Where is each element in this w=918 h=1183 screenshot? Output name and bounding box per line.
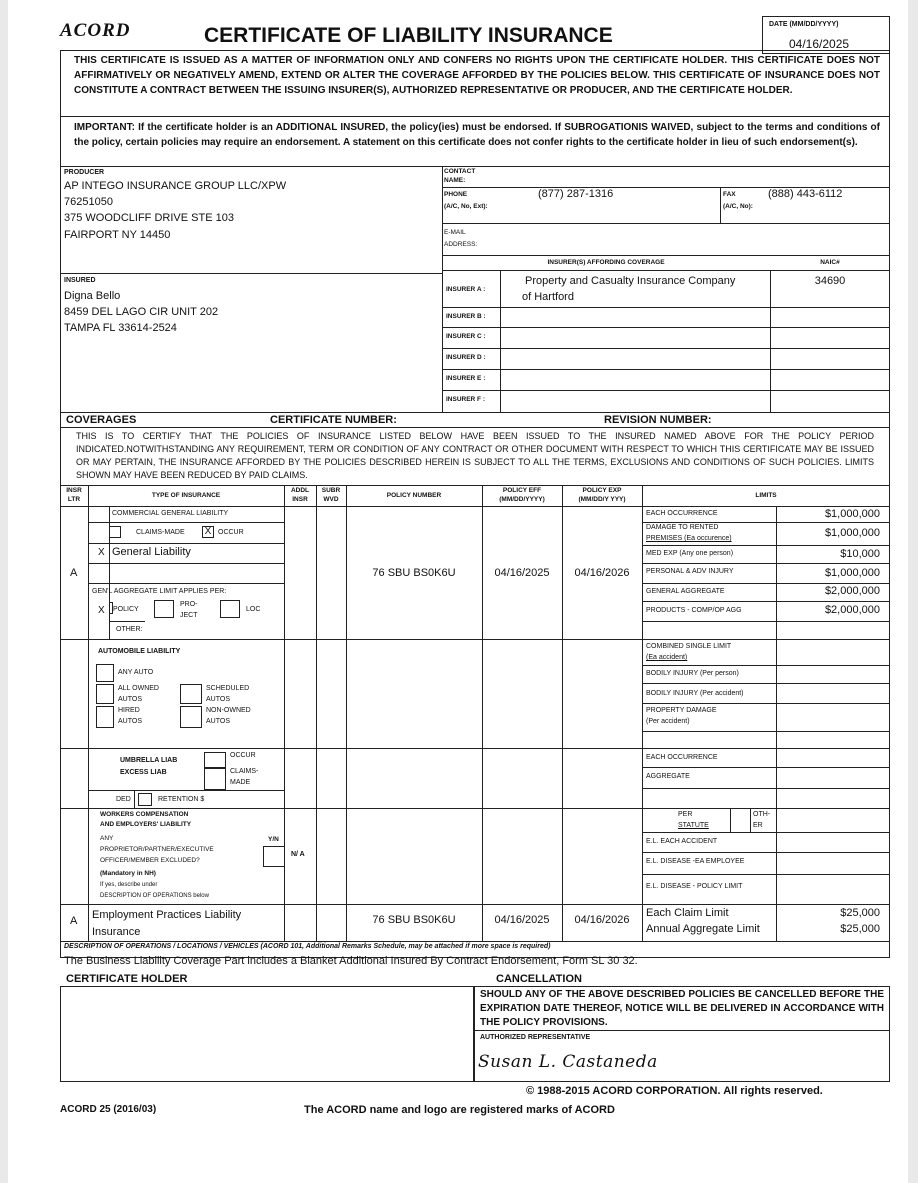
project-label-1: PRO- xyxy=(180,601,198,608)
gl-policy-number: 76 SBU BS0K6U xyxy=(372,567,456,579)
policy-option-label: POLICY xyxy=(113,606,139,613)
revision-number-label: REVISION NUMBER: xyxy=(604,414,712,426)
cgl-label: COMMERCIAL GENERAL LIABILITY xyxy=(112,510,229,517)
bi-person-label: BODILY INJURY (Per person) xyxy=(646,670,739,677)
wc-line-2: AND EMPLOYERS' LIABILITY xyxy=(100,821,192,828)
producer-line-3: 375 WOODCLIFF DRIVE STE 103 xyxy=(64,212,234,224)
certificate-holder-label: CERTIFICATE HOLDER xyxy=(66,973,188,985)
wc-disease-policy-label: E.L. DISEASE - POLICY LIMIT xyxy=(646,883,743,890)
pd-label-2: (Per accident) xyxy=(646,718,690,725)
claims-made-checkbox[interactable] xyxy=(109,526,121,538)
wc-per-statute-1: PER xyxy=(678,811,693,818)
th-addl-1: ADDL xyxy=(290,487,310,494)
project-label-2: JECT xyxy=(180,612,198,619)
th-insr-2: LTR xyxy=(67,496,81,503)
insured-line-1: Digna Bello xyxy=(64,290,121,302)
description-label: DESCRIPTION OF OPERATIONS / LOCATIONS / VEHICLES (ACORD 101, Additional Remarks Schedule, may be attached if more space is required) xyxy=(64,943,551,950)
auto-label: AUTOMOBILE LIABILITY xyxy=(98,648,181,655)
umbrella-aggregate-label: AGGREGATE xyxy=(646,773,690,780)
project-checkbox[interactable] xyxy=(154,600,174,618)
wc-line-3: ANY xyxy=(100,835,114,842)
epli-eff-date: 04/16/2025 xyxy=(494,914,550,926)
gl-limit-value-3: $10,000 xyxy=(840,548,880,560)
bi-accident-label: BODILY INJURY (Per accident) xyxy=(646,690,744,697)
cancellation-text: SHOULD ANY OF THE ABOVE DESCRIBED POLICIES BE CANCELLED BEFORE THE EXPIRATION DATE THEREOF, NOTICE WILL BE DELIVERED IN ACCORDANCE WITH THE POLICY PROVISIONS. xyxy=(480,989,884,1028)
insurer-a-label: INSURER A : xyxy=(446,286,486,293)
csl-label-1: COMBINED SINGLE LIMIT xyxy=(646,643,732,650)
phone-label-1: PHONE xyxy=(444,191,468,198)
gl-limit-label-1: EACH OCCURRENCE xyxy=(646,510,718,517)
insured-line-3: TAMPA FL 33614-2524 xyxy=(64,322,177,334)
policy-mark: X xyxy=(98,605,105,616)
general-mark: X xyxy=(98,547,105,558)
gl-limit-label-2: DAMAGE TO RENTED xyxy=(646,524,719,531)
ded-label: DED xyxy=(116,796,131,803)
aggregate-applies-label: GEN'L AGGREGATE LIMIT APPLIES PER: xyxy=(92,588,227,595)
any-auto-label: ANY AUTO xyxy=(118,669,154,676)
occur-label: OCCUR xyxy=(218,529,244,536)
retention-label: RETENTION $ xyxy=(158,796,205,803)
wc-line-1: WORKERS COMPENSATION xyxy=(100,811,189,818)
th-eff-2: (MM/DD/YYYY) xyxy=(499,496,545,503)
important-text: IMPORTANT: If the certificate holder is an ADDITIONAL INSURED, the policy(ies) must be endorsed. If SUBROGATIONIS WAIVED, subject to the terms and conditions of the policy, certain policies may require an endorsement. A statement on this certificate does not confer rights to the certificate holder in lieu of such endorsement(s). xyxy=(74,122,880,148)
producer-label: PRODUCER xyxy=(64,169,105,176)
phone-value: (877) 287-1316 xyxy=(538,188,614,200)
producer-line-4: FAIRPORT NY 14450 xyxy=(64,229,171,241)
gl-limit-label-2b: PREMISES (Ea occurence) xyxy=(646,535,732,542)
insurer-e-label: INSURER E : xyxy=(446,375,486,382)
acord-logo-text: ACORD xyxy=(60,20,131,41)
wc-line-7: If yes, describe under xyxy=(100,882,158,888)
general-liability-label: General Liability xyxy=(112,546,191,558)
insurer-a-name-1: Property and Casualty Insurance Company xyxy=(525,275,736,287)
th-limits: LIMITS xyxy=(755,492,777,499)
fax-label-1: FAX xyxy=(723,191,736,198)
gl-limit-label-5: GENERAL AGGREGATE xyxy=(646,588,725,595)
gl-exp-date: 04/16/2026 xyxy=(574,567,630,579)
th-policy-number: POLICY NUMBER xyxy=(386,492,442,499)
insurer-f-label: INSURER F : xyxy=(446,396,485,403)
gl-limit-label-6: PRODUCTS - COMP/OP AGG xyxy=(646,607,742,614)
contact-name-label-1: CONTACT xyxy=(444,168,476,175)
cancellation-label: CANCELLATION xyxy=(496,973,582,985)
insurer-b-label: INSURER B : xyxy=(446,313,486,320)
certificate-holder-box xyxy=(60,986,474,1082)
gl-insr-ltr: A xyxy=(70,567,78,579)
date-box xyxy=(762,16,890,54)
wc-line-5: OFFICER/MEMBER EXCLUDED? xyxy=(100,857,200,864)
gl-limit-value-6: $2,000,000 xyxy=(824,604,880,616)
insurer-a-naic: 34690 xyxy=(814,275,846,287)
insurer-a-name-2: of Hartford xyxy=(522,291,574,303)
wc-line-6: (Mandatory in NH) xyxy=(100,870,156,877)
insurer-d-label: INSURER D : xyxy=(446,354,486,361)
epli-insr-ltr: A xyxy=(70,915,78,927)
phone-label-2: (A/C, No, Ext): xyxy=(444,203,488,210)
wc-yn: Y/N xyxy=(268,836,279,843)
loc-label: LOC xyxy=(246,606,261,613)
insurer-c-label: INSURER C : xyxy=(446,333,486,340)
naic-heading: NAIC# xyxy=(820,259,840,266)
date-value: 04/16/2025 xyxy=(789,37,850,51)
all-owned-checkbox[interactable] xyxy=(96,684,114,704)
umbrella-claims-label-2: MADE xyxy=(230,779,251,786)
umbrella-label-1: UMBRELLA LIAB xyxy=(120,757,178,764)
notice-text: THIS CERTIFICATE IS ISSUED AS A MATTER OF INFORMATION ONLY AND CONFERS NO RIGHTS UPON THE CERTIFICATE HOLDER. THIS CERTIFICATE DOES NOT AFFIRMATIVELY OR NEGATIVELY AMEND, EXTEND OR ALTER THE COVERAGE AFFORDED BY THE POLICIES BELOW. THIS CERTIFICATE OF INSURANCE DOES NOT CONSTITUTE A CONTRACT BETWEEN THE ISSUING INSURER(S), AUTHORIZED REPRESENTATIVE OR PRODUCER, AND THE CERTIFICATE HOLDER. xyxy=(74,55,880,96)
other-label: OTHER: xyxy=(116,626,143,633)
epli-exp-date: 04/16/2026 xyxy=(574,914,630,926)
gl-eff-date: 04/16/2025 xyxy=(494,567,550,579)
umbrella-occur-label: OCCUR xyxy=(230,752,256,759)
th-exp-1: POLICY EXP xyxy=(582,487,622,494)
description-text: The Business Liability Coverage Part includes a Blanket Additional Insured By Contract Endorsement, Form SL 30 32. xyxy=(64,955,638,967)
signature: Susan L. Castaneda xyxy=(478,1052,658,1072)
email-label-2: ADDRESS: xyxy=(444,241,478,248)
page-title: CERTIFICATE OF LIABILITY INSURANCE xyxy=(204,24,613,47)
epli-limit-2-label: Annual Aggregate Limit xyxy=(646,923,760,935)
pd-label-1: PROPERTY DAMAGE xyxy=(646,707,717,714)
wc-other-1: OTH- xyxy=(753,811,771,818)
certificate-page xyxy=(8,0,908,1183)
fax-value: (888) 443-6112 xyxy=(768,188,843,200)
acord-logo xyxy=(60,20,130,42)
wc-line-8: DESCRIPTION OF OPERATIONS below xyxy=(100,893,209,899)
form-number: ACORD 25 (2016/03) xyxy=(60,1104,157,1115)
scheduled-checkbox[interactable] xyxy=(180,684,202,704)
contact-name-label-2: NAME: xyxy=(444,177,466,184)
epli-type-2: Insurance xyxy=(92,926,141,938)
epli-limit-2-value: $25,000 xyxy=(840,923,880,935)
umbrella-occur-checkbox[interactable] xyxy=(204,752,226,768)
umbrella-each-occ-label: EACH OCCURRENCE xyxy=(646,754,718,761)
retention-checkbox[interactable] xyxy=(138,793,152,806)
scheduled-label-2: AUTOS xyxy=(206,696,230,703)
producer-line-1: AP INTEGO INSURANCE GROUP LLC/XPW xyxy=(64,180,287,192)
gl-limit-value-5: $2,000,000 xyxy=(824,585,880,597)
scheduled-label-1: SCHEDULED xyxy=(206,685,250,692)
th-eff-1: POLICY EFF xyxy=(502,487,542,494)
gl-limit-value-2: $1,000,000 xyxy=(824,527,880,539)
gl-limit-label-3: MED EXP (Any one person) xyxy=(646,550,734,557)
copyright: © 1988-2015 ACORD CORPORATION. All rights reserved. xyxy=(526,1085,823,1097)
non-owned-label-2: AUTOS xyxy=(206,718,230,725)
th-subr-1: SUBR xyxy=(321,487,341,494)
non-owned-label-1: NON-OWNED xyxy=(206,707,251,714)
th-type: TYPE OF INSURANCE xyxy=(151,492,221,499)
all-owned-label-1: ALL OWNED xyxy=(118,685,159,692)
certificate-number-label: CERTIFICATE NUMBER: xyxy=(270,414,397,426)
gl-limit-label-4: PERSONAL & ADV INJURY xyxy=(646,568,734,575)
epli-type-1: Employment Practices Liability xyxy=(92,909,242,921)
all-owned-label-2: AUTOS xyxy=(118,696,142,703)
wc-na: N/ A xyxy=(291,851,305,858)
hired-label-1: HIRED xyxy=(118,707,140,714)
th-insr-1: INSR xyxy=(66,487,82,494)
non-owned-checkbox[interactable] xyxy=(180,706,202,728)
insured-label: INSURED xyxy=(64,277,96,284)
gl-limit-value-4: $1,000,000 xyxy=(824,567,880,579)
coverages-label: COVERAGES xyxy=(66,414,137,426)
any-auto-checkbox[interactable] xyxy=(96,664,114,682)
wc-other-2: ER xyxy=(753,822,763,829)
th-subr-2: WVD xyxy=(323,496,339,503)
wc-per-statute-2: STATUTE xyxy=(678,822,709,829)
th-addl-2: INSR xyxy=(292,496,308,503)
registered-marks: The ACORD name and logo are registered marks of ACORD xyxy=(304,1104,615,1116)
occur-mark: X xyxy=(204,526,212,537)
epli-limit-1-label: Each Claim Limit xyxy=(646,907,729,919)
insured-line-2: 8459 DEL LAGO CIR UNIT 202 xyxy=(64,306,219,318)
th-exp-2: (MM/DD/Y YYY) xyxy=(578,496,626,503)
umbrella-claims-label-1: CLAIMS- xyxy=(230,768,259,775)
email-label-1: E-MAIL xyxy=(444,229,466,236)
csl-label-2: (Ea accident) xyxy=(646,654,688,661)
wc-line-4: PROPRIETOR/PARTNER/EXECUTIVE xyxy=(100,846,214,853)
loc-checkbox[interactable] xyxy=(220,600,240,618)
insurers-heading: INSURER(S) AFFORDING COVERAGE xyxy=(547,259,665,266)
epli-limit-1-value: $25,000 xyxy=(840,907,880,919)
producer-line-2: 76251050 xyxy=(64,196,113,208)
umbrella-claims-checkbox[interactable] xyxy=(204,768,226,790)
wc-disease-employee-label: E.L. DISEASE -EA EMPLOYEE xyxy=(646,858,745,865)
gl-limit-value-1: $1,000,000 xyxy=(824,508,880,520)
fax-label-2: (A/C, No): xyxy=(723,203,753,210)
umbrella-label-2: EXCESS LIAB xyxy=(120,769,167,776)
occur-checkbox[interactable] xyxy=(202,526,214,538)
hired-label-2: AUTOS xyxy=(118,718,142,725)
date-label: DATE (MM/DD/YYYY) xyxy=(769,21,839,28)
authorized-rep-label: AUTHORIZED REPRESENTATIVE xyxy=(480,1034,591,1041)
wc-each-accident-label: E.L. EACH ACCIDENT xyxy=(646,838,718,845)
hired-checkbox[interactable] xyxy=(96,706,114,728)
certify-text: THIS IS TO CERTIFY THAT THE POLICIES OF INSURANCE LISTED BELOW HAVE BEEN ISSUED TO THE INSURED NAMED ABOVE FOR THE POLICY PERIOD INDICATED.NOTWITHSTANDING ANY REQUIREMENT, TERM OR CONDITION OF ANY CONTRACT OR OTHER DOCUMENT WITH RESPECT TO WHICH THIS CERTIFICATE MAY BE ISSUED OR MAY PERTAIN, THE INSURANCE AFFORDED BY THE POLICIES DESCRIBED HEREIN IS SUBJECT TO ALL THE TERMS, EXCLUSIONS AND CONDITIONS OF SUCH POLICIES. LIMITS SHOWN MAY HAVE BEEN REDUCED BY PAID CLAIMS. xyxy=(76,431,874,480)
claims-made-label: CLAIMS-MADE xyxy=(136,529,185,536)
epli-policy-number: 76 SBU BS0K6U xyxy=(372,914,456,926)
